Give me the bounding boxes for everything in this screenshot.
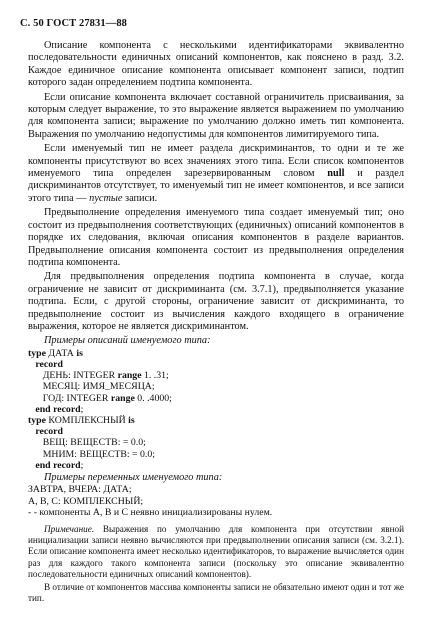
code-line: МНИМ: ВЕЩЕСТВ: = 0.0;	[28, 448, 155, 460]
example-2-heading: Примеры переменных именуемого типа:	[44, 471, 223, 483]
paragraph-3-text-b: и раздел дискриминантов отсутствует, то именуемый тип не имеет компонентов, и все записи этого типа —	[28, 168, 404, 204]
code-line: ВЕЩ: ВЕЩЕСТВ: = 0.0;	[28, 437, 146, 449]
code-line: end record;	[35, 459, 84, 471]
code-line: record	[35, 426, 63, 438]
code-line: record	[35, 358, 63, 370]
paragraph-3-text-a: Если именуемый тип не имеет раздела дискриминантов, то одни и те же компоненты присутствуют во всех значениях этого типа. Если список компонентов именуемого типа определен зарезервированным словом	[28, 143, 404, 180]
code-line: А, В, С: КОМПЛЕКСНЫЙ;	[28, 495, 144, 507]
code-line: type ДАТА is	[28, 347, 83, 359]
document-body	[28, 40, 404, 604]
paragraph-1: Описание компонента с несколькими идентификаторами эквивалентно последовательности единичных описаний компонентов, как пояснено в разд. 3.2. Каждое единичное описание компонента описывает компонент записи, подтип которого задан определением подтипа компонента.	[28, 40, 404, 89]
note-label: Примечание.	[44, 524, 95, 534]
note-2: В отличие от компонентов массива компоненты записи не обязательно имеют один и тот же тип.	[28, 582, 404, 604]
paragraph-5: Для предвыполнения определения подтипа компонента в случае, когда ограничение не зависит от дискриминанта (см. 3.7.1), предвыполняется указание подтипа. Если, с другой стороны, ограничение зависит от дискриминанта, то предвыполнение состоит из вычисления каждого входящего в ограничение выражения, которое не является дискриминантом.	[28, 271, 404, 332]
code-line: ЗАВТРА, ВЧЕРА: ДАТА;	[28, 484, 132, 496]
note-1-text: Выражения по умолчанию для компонента при отсутствии явной инициализации записи неявно вычисляются при предвыполнении описания записи (см. 3.2.1). Если описание компонента имеет несколько идентификаторов, то выражение вычисляется один раз для каждого такого компонента записи (поскольку это описание эквивалентно последовательности единичных описаний компонентов).	[28, 524, 404, 579]
example-2-code	[28, 484, 404, 518]
code-line: - - компоненты А, В и С неявно инициализированы нулем.	[28, 506, 273, 518]
code-line: end record;	[35, 403, 84, 415]
paragraph-3-text-c: записи.	[122, 192, 158, 204]
paragraph-3	[28, 143, 404, 205]
italic-term-empty: пустые	[89, 192, 123, 204]
note-1	[28, 524, 404, 580]
keyword-null: null	[327, 168, 345, 180]
paragraph-4: Предвыполнение определения именуемого типа создает именуемый тип; оно состоит из предвыполнения соответствующих (единичных) описаний компонентов в порядке их следования, включая описания компонентов в разделе вариантов. Предвыполнение описания компонента состоит из предвыполнения определения подтипа компонента.	[28, 207, 404, 268]
paragraph-2: Если описание компонента включает составной ограничитель присваивания, за которым следует выражение, то это выражение является выражением по умолчанию для компонента записи; выражение по умолчанию должно иметь тип компонента. Выражения по умолчанию недопустимы для компонентов лимитируемого типа.	[28, 91, 404, 140]
code-line: ГОД: INTEGER range 0. .4000;	[28, 392, 172, 404]
page-header: С. 50 ГОСТ 27831—88	[20, 18, 128, 29]
example-1-code	[28, 348, 404, 471]
code-line: МЕСЯЦ: ИМЯ_МЕСЯЦА;	[28, 381, 155, 393]
code-line: type КОМПЛЕКСНЫЙ is	[28, 414, 135, 426]
example-1-heading: Примеры описаний именуемого типа:	[44, 335, 211, 347]
code-line: ДЕНЬ: INTEGER range 1. .31;	[28, 370, 169, 382]
